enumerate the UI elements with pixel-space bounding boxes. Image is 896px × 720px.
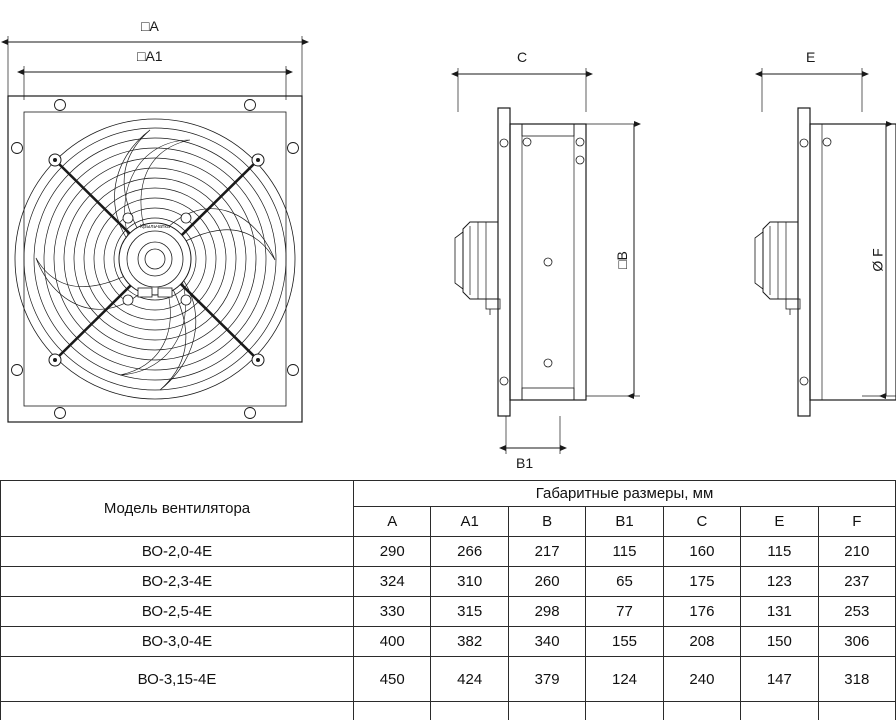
- cell-b: 298: [508, 597, 585, 627]
- cell-f: 318: [818, 657, 895, 702]
- dim-label-f: Ø F: [870, 248, 886, 271]
- cell-c: 160: [663, 537, 740, 567]
- dim-label-b1: B1: [516, 455, 533, 471]
- cell-model: ВО-3,0-4Е: [1, 627, 354, 657]
- cell-f: 253: [818, 597, 895, 627]
- cell-empty: [354, 702, 431, 720]
- header-col-c: C: [663, 507, 740, 537]
- cell-model: ВО-2,5-4Е: [1, 597, 354, 627]
- table-row: [1, 567, 896, 597]
- cell-b: 217: [508, 537, 585, 567]
- dim-label-c: C: [517, 49, 527, 65]
- cell-e: 115: [741, 537, 818, 567]
- cell-f: 306: [818, 627, 895, 657]
- cell-c: 240: [663, 657, 740, 702]
- cell-f: 210: [818, 537, 895, 567]
- header-model: Модель вентилятора: [1, 481, 354, 537]
- cell-b1: 65: [586, 567, 663, 597]
- cell-model: ВО-2,3-4Е: [1, 567, 354, 597]
- cell-e: 131: [741, 597, 818, 627]
- table-row-empty: [1, 702, 896, 720]
- cell-e: 123: [741, 567, 818, 597]
- cell-c: 176: [663, 597, 740, 627]
- header-dimensions-group: Габаритные размеры, мм: [354, 481, 896, 507]
- dim-label-e: E: [806, 49, 815, 65]
- table-header-row-1: [1, 481, 896, 507]
- cell-b: 260: [508, 567, 585, 597]
- header-col-f: F: [818, 507, 895, 537]
- cell-a: 450: [354, 657, 431, 702]
- cell-c: 175: [663, 567, 740, 597]
- table-row: [1, 597, 896, 627]
- header-col-b: B: [508, 507, 585, 537]
- header-col-e: E: [741, 507, 818, 537]
- cell-empty: [818, 702, 895, 720]
- cell-b: 340: [508, 627, 585, 657]
- header-col-b1: B1: [586, 507, 663, 537]
- cell-model: ВО-2,0-4Е: [1, 537, 354, 567]
- cell-empty: [663, 702, 740, 720]
- hub-logo-text: Крыльчатка: [140, 224, 171, 230]
- cell-b1: 77: [586, 597, 663, 627]
- cell-empty: [508, 702, 585, 720]
- cell-empty: [431, 702, 508, 720]
- cell-a1: 382: [431, 627, 508, 657]
- cell-a: 324: [354, 567, 431, 597]
- cell-empty: [741, 702, 818, 720]
- cell-a1: 310: [431, 567, 508, 597]
- header-col-a: A: [354, 507, 431, 537]
- cell-a: 330: [354, 597, 431, 627]
- cell-a1: 424: [431, 657, 508, 702]
- cell-a: 290: [354, 537, 431, 567]
- cell-a1: 266: [431, 537, 508, 567]
- cell-b1: 155: [586, 627, 663, 657]
- table-row: [1, 657, 896, 702]
- table-row: [1, 537, 896, 567]
- cell-model: ВО-3,15-4Е: [1, 657, 354, 702]
- dim-label-b: □В: [614, 251, 630, 269]
- cell-b1: 115: [586, 537, 663, 567]
- dimensions-table: [0, 480, 896, 720]
- cell-a1: 315: [431, 597, 508, 627]
- cell-e: 150: [741, 627, 818, 657]
- table-row: [1, 627, 896, 657]
- cell-a: 400: [354, 627, 431, 657]
- table-head: [1, 481, 896, 537]
- dim-label-a1: □А1: [137, 48, 163, 64]
- cell-c: 208: [663, 627, 740, 657]
- cell-b1: 124: [586, 657, 663, 702]
- header-col-a1: A1: [431, 507, 508, 537]
- dim-label-a: □А: [141, 18, 159, 34]
- table-body: [1, 537, 896, 720]
- cell-e: 147: [741, 657, 818, 702]
- cell-empty: [1, 702, 354, 720]
- cell-empty: [586, 702, 663, 720]
- cell-b: 379: [508, 657, 585, 702]
- cell-f: 237: [818, 567, 895, 597]
